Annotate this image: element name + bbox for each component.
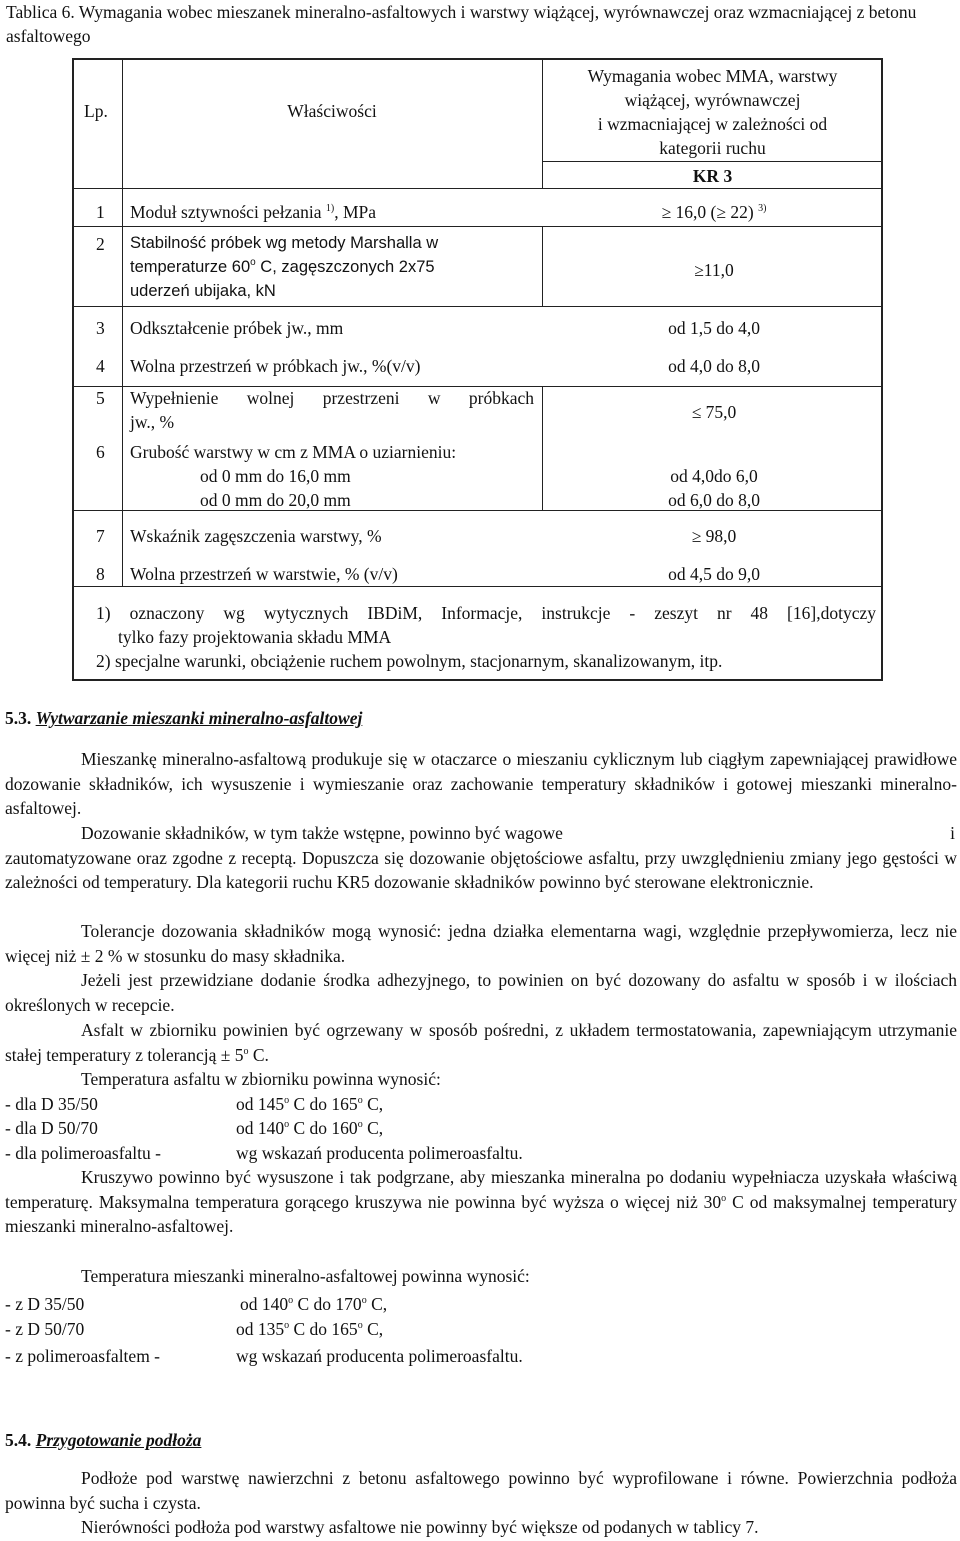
row6-value-1: od 4,0do 6,0 [670, 466, 758, 486]
header-req-line2: wiążącej, wyrównawczej [624, 90, 801, 110]
s53-paragraph-5: Asfalt w zbiorniku powinien być ogrzewany w sposób pośredni, z układem termostatowania, zapewniającym utrzymanie stałej temperatury z tolerancją ± $5^o$ C. [5, 1020, 957, 1065]
header-lp: Lp. [84, 101, 108, 121]
header-req-line3: i wzmacniającej w zależności od [597, 114, 828, 134]
row7-property: Wskaźnik zagęszczenia warstwy, % [130, 526, 382, 546]
s53-paragraph-6: Temperatura asfaltu w zbiorniku powinna wynosić: [81, 1069, 441, 1089]
row3-value: od 1,5 do 4,0 [668, 318, 760, 338]
header-subdivider [542, 161, 883, 162]
asphalt-temp-value: wg wskazań producenta polimeroasfaltu. [236, 1143, 523, 1163]
row2-property-l2: temperaturze 60$^o$ C, zagęszczonych 2x75 [130, 257, 435, 276]
section-54-heading: 5.4. Przygotowanie podłoża [5, 1430, 202, 1450]
row4-property: Wolna przestrzeń w próbkach jw., %(v/v) [130, 356, 421, 376]
row7-value: ≥ 98,0 [691, 526, 737, 546]
footnote-1-line1: 1) oznaczony wg wytycznych IBDiM, Informacje, instrukcje - zeszyt nr 48 [16],dotyczy [96, 603, 876, 623]
row-line [74, 188, 883, 189]
row-line [74, 306, 883, 307]
row5-lp: 5 [96, 388, 105, 408]
s53-paragraph-8: Temperatura mieszanki mineralno-asfaltowej powinna wynosić: [81, 1266, 530, 1286]
row4-lp: 4 [96, 356, 105, 376]
row5-value: ≤ 75,0 [691, 402, 737, 422]
s54-paragraph-2: Nierówności podłoża pod warstwy asfaltowe nie powinny być większe od podanych w tablicy 7. [81, 1517, 759, 1537]
col-divider-prop-r2 [542, 226, 543, 306]
row2-lp: 2 [96, 234, 105, 254]
row6-value-2: od 6,0 do 8,0 [668, 490, 760, 510]
row1-value: ≥ 16,0 (≥ 22) $^{3)}$ [661, 202, 767, 222]
asphalt-temp-row: - dla D 50/70 [5, 1118, 98, 1138]
row2-property-l1: Stabilność próbek wg metody Marshalla w [130, 234, 439, 252]
s53-paragraph-1: Mieszankę mineralno-asfaltową produkuje się w otaczarce o mieszaniu cyklicznym lub ciągłym zapewniającej prawidłowe dozowanie składników, ich wysuszenie i wymieszanie oraz zachowanie temperatury składników i gotowej mieszanki mineralno-asfaltowej. [5, 749, 957, 818]
s53-paragraph-2: Dozowanie składników, w tym także wstępne, powinno być wagowe i zautomatyzowane oraz zgodne z receptą. Dopuszcza się dozowanie objętościowe asfaltu, przy uwzględnieniu zmiany jego gęstości w zależności od temperatury. Dla kategorii ruchu KR5 dozowanie składników powinno być sterowane elektronicznie. [5, 823, 957, 892]
table-caption: Tablica 6. Wymagania wobec mieszanek mineralno-asfaltowych i warstwy wiążącej, wyrównawczej oraz wzmacniającej z betonu asfaltowego [6, 2, 917, 46]
footnote-1-line2: tylko fazy projektowania składu MMA [118, 627, 392, 647]
col-divider-prop-r56 [542, 386, 543, 510]
row6-property-l2: od 0 mm do 16,0 mm [200, 466, 351, 486]
asphalt-temp-value: od 140$^o$ C do 160$^o$ C, [236, 1118, 384, 1138]
mix-temp-row: - z polimeroasfaltem - [5, 1346, 161, 1366]
row5-property-l1: Wypełnienie wolnej przestrzeni w próbkach [130, 388, 534, 408]
header-properties: Właściwości [287, 101, 377, 121]
row8-property: Wolna przestrzeń w warstwie, % (v/v) [130, 564, 398, 584]
footnote-2: 2) specjalne warunki, obciążenie ruchem powolnym, stacjonarnym, skanalizowanym, itp. [96, 651, 723, 671]
s53-paragraph-4: Jeżeli jest przewidziane dodanie środka adhezyjnego, to powinien on być dozowany do asfaltu w sposób i w ilościach określonych w recepcie. [5, 970, 957, 1015]
row4-value: od 4,0 do 8,0 [668, 356, 760, 376]
row8-value: od 4,5 do 9,0 [668, 564, 760, 584]
row5-property-l2: jw., % [130, 412, 175, 432]
s53-paragraph-7: Kruszywo powinno być wysuszone i tak podgrzane, aby mieszanka mineralna po dodaniu wypełniacza uzyskała właściwą temperaturę. Maksymalna temperatura gorącego kruszywa nie powinna być wyższa o więcej niż 30$^o$ C od maksymalnej temperatury mieszanki mineralno-asfaltowej. [5, 1167, 957, 1236]
mix-temp-value: od 140$^o$ C do 170$^o$ C, [240, 1294, 388, 1314]
row6-property-l1: Grubość warstwy w cm z MMA o uziarnieniu: [130, 442, 457, 462]
requirements-table [72, 58, 883, 681]
row-line [74, 586, 883, 587]
header-req-line4: kategorii ruchu [659, 138, 766, 158]
row6-property-l3: od 0 mm do 20,0 mm [200, 490, 351, 510]
row2-property-l3: uderzeń ubijaka, kN [130, 282, 276, 300]
mix-temp-row: - z D 50/70 [5, 1319, 85, 1339]
col-divider-lp [122, 60, 123, 586]
row6-lp: 6 [96, 442, 105, 462]
row3-property: Odkształcenie próbek jw., mm [130, 318, 344, 338]
row8-lp: 8 [96, 564, 105, 584]
row3-lp: 3 [96, 318, 105, 338]
asphalt-temp-row: - dla D 35/50 [5, 1094, 98, 1114]
mix-temp-value: od 135$^o$ C do 165$^o$ C, [236, 1319, 384, 1339]
row7-lp: 7 [96, 526, 105, 546]
asphalt-temp-value: od 145$^o$ C do 165$^o$ C, [236, 1094, 384, 1114]
row1-lp: 1 [96, 202, 105, 222]
mix-temp-value: wg wskazań producenta polimeroasfaltu. [236, 1346, 523, 1366]
s54-paragraph-1: Podłoże pod warstwę nawierzchni z betonu asfaltowego powinno być wyprofilowane i równe. Powierzchnia podłoża powinna być sucha i czysta. [5, 1468, 957, 1513]
mix-temp-row: - z D 35/50 [5, 1294, 85, 1314]
row-line [74, 226, 883, 227]
section-53-heading: 5.3. Wytwarzanie mieszanki mineralno-asfaltowej [5, 708, 363, 728]
row1-property: Moduł sztywności pełzania $^{1)}$, MPa [130, 202, 377, 222]
s53-paragraph-3: Tolerancje dozowania składników mogą wynosić: jedna działka elementarna wagi, względnie przepływomierza, lecz nie więcej niż ± 2 % w stosunku do masy składnika. [5, 921, 957, 966]
asphalt-temp-row: - dla polimeroasfaltu - [5, 1143, 161, 1163]
header-req-line1: Wymagania wobec MMA, warstwy [587, 66, 838, 86]
row2-value: ≥11,0 [694, 260, 734, 280]
header-kr3: KR 3 [692, 166, 733, 186]
